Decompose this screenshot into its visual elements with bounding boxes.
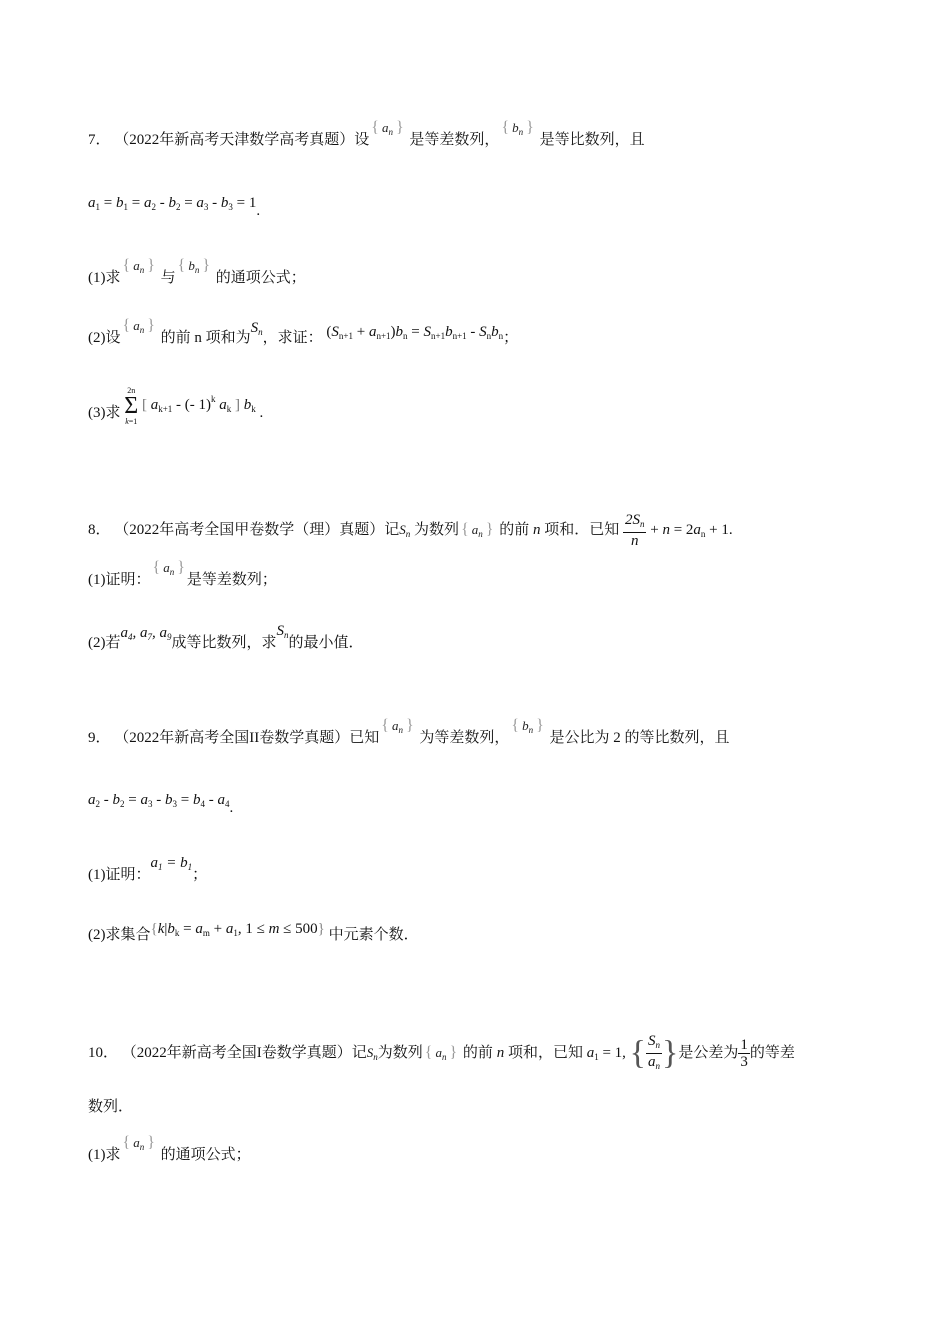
q7-condition: $a_1 = b_1 = a_2 - b_2 = a_3 - b_3 = 1$.	[88, 195, 261, 219]
fraction-one-third: $\frac{1}{3}$	[740, 1037, 748, 1070]
seq-a-n: { $a_n$ }	[423, 1043, 459, 1067]
q7-sum-formula: [ $a_{k+1}$ - (- 1)$^k$ $a_k$ ] $b_k$	[141, 394, 256, 415]
q7-number: 7．	[88, 132, 111, 148]
seq-b-n: { $b_n$ }	[499, 118, 535, 142]
q7-part3: (3)求 2n Σ k=1 [ $a_{k+1}$ - (- 1)$^k$ $a_k$ ] $b_k$ .	[88, 386, 264, 426]
q10-intro-cont: 数列．	[88, 1099, 134, 1115]
q7-part2: (2)设{ $a_n$ } 的前 n 项和为$S_n$，求证： $(S_{n+1} + a_{n+1})b_n = S_{n+1}b_{n+1} - S_nb_n$；	[88, 328, 518, 352]
q10-source: （2022年新高考全国I卷数学真题）	[121, 1044, 352, 1061]
q9-part2: (2)求集合{$k|b_k = a_m + a_1$, 1 ≤ m ≤ 500} 中元素个数．	[88, 921, 419, 943]
q8-condition: $\frac{2S_n}{n}$ + $n = 2a_n + 1$	[624, 512, 729, 549]
q9-part1: (1)证明：$a_1 = b_1$；	[88, 855, 208, 883]
q8-number: 8．	[88, 521, 111, 538]
q9-set: {$k|b_k = a_m + a_1$, 1 ≤ m ≤ 500}	[150, 921, 325, 938]
q7-intro: 7． （2022年新高考天津数学高考真题）设{ $a_n$ } 是等差数列，{ $b_n$ } 是等比数列，且	[88, 130, 645, 154]
q7-part1: (1)求{ $a_n$ } 与{ $b_n$ } 的通项公式；	[88, 268, 306, 292]
q9-source: （2022年新高考全国II卷数学真题）	[114, 730, 350, 746]
q10-intro: 10． （2022年新高考全国I卷数学真题）记$S_n$为数列{ $a_n$ } 的前 n 项和，已知 $a_1 = 1$, { $\frac{S_n}{a_n}$ }是公差为 $\frac{1}{3}$ 的等差	[88, 1033, 795, 1074]
q8-part2: (2)若$a_4$, $a_7$, $a_9$成等比数列，求$S_n$的最小值．	[88, 623, 364, 651]
q10-condition: $a_1 = 1$, { $\frac{S_n}{a_n}$ }	[586, 1033, 679, 1072]
q10-part1: (1)求{ $a_n$ } 的通项公式；	[88, 1145, 251, 1169]
seq-a-n: { $a_n$ }	[459, 520, 495, 544]
q8-source: （2022年高考全国甲卷数学（理）真题）	[114, 521, 385, 538]
q7-proof-formula: $(S_{n+1} + a_{n+1})b_n = S_{n+1}b_{n+1} - S_nb_n$	[326, 324, 504, 341]
q7-source: （2022年新高考天津数学高考真题）	[114, 132, 355, 148]
q9-intro: 9． （2022年新高考全国II卷数学真题）已知{ $a_n$ } 为等差数列，{ $b_n$ } 是公比为 2 的等比数列，且	[88, 728, 730, 752]
seq-b-n: { $b_n$ }	[176, 256, 212, 280]
q9-condition: $a_2 - b_2 = a_3 - b_3 = b_4 - a_4$.	[88, 792, 234, 816]
seq-a-n: { $a_n$ }	[121, 316, 157, 340]
q10-number: 10．	[88, 1044, 119, 1061]
seq-a-n: { $a_n$ }	[121, 1133, 157, 1157]
seq-a-n: { $a_n$ }	[121, 256, 157, 280]
seq-a-n: { $a_n$ }	[369, 118, 405, 142]
seq-a-n: { $a_n$ }	[151, 558, 187, 582]
seq-a-n: { $a_n$ }	[379, 716, 415, 740]
q8-part1: (1)证明：{ $a_n$ } 是等差数列；	[88, 570, 277, 594]
q8-intro: 8． （2022年高考全国甲卷数学（理）真题）记$S_n$ 为数列{ $a_n$ } 的前 n 项和．已知 $\frac{2S_n}{n}$ + $n = 2a_n + 1$.	[88, 512, 733, 549]
summation-icon: 2n Σ k=1	[124, 386, 139, 426]
q9-number: 9．	[88, 730, 111, 746]
seq-b-n: { $b_n$ }	[509, 716, 545, 740]
